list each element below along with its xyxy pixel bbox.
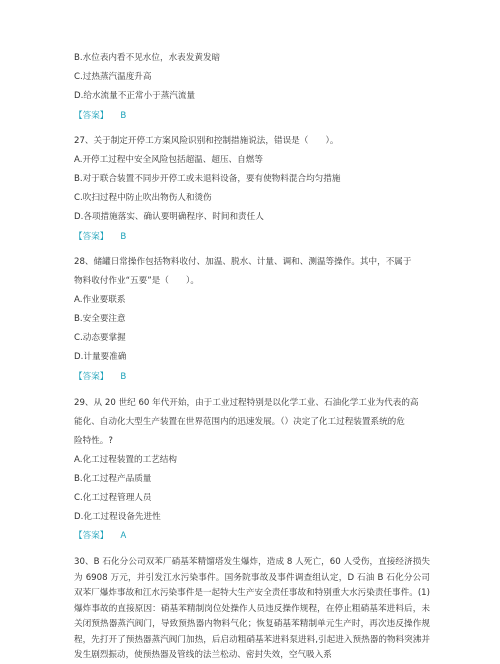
q29-option-d: D.化工过程设备先进性 bbox=[74, 512, 161, 522]
prev-option-b: B.水位表内看不见水位，水表发黄发暗 bbox=[74, 53, 221, 63]
q27-option-a: A.开停工过程中安全风险包括超温、超压、自燃等 bbox=[74, 155, 263, 165]
q27-option-b: B.对于联合装置不同步开停工或未退料设备，要有使物料混合均匀措施 bbox=[74, 174, 341, 184]
answer-label: 【答案】 bbox=[74, 531, 109, 541]
answer-value: B bbox=[120, 372, 127, 382]
answer-label: 【答案】 bbox=[74, 232, 109, 242]
q29-stem-line-1: 29、从 20 世纪 60 年代开始，由于工业过程特别是以化学工业、石油化学工业为代表的高 bbox=[74, 398, 419, 408]
prev-option-c: C.过热蒸汽温度升高 bbox=[74, 72, 152, 82]
q28-answer bbox=[74, 371, 126, 383]
q27-stem: 27、关于制定开停工方案风险识别和控制措施说法，错误是（ ）。 bbox=[74, 136, 339, 146]
q27-option-d: D.各项措施落实、确认要明确程序、时间和责任人 bbox=[74, 212, 264, 222]
answer-label: 【答案】 bbox=[74, 111, 109, 121]
q29-stem-line-3: 险特性。? bbox=[74, 436, 113, 446]
q29-answer bbox=[74, 530, 126, 542]
q28-stem-line-1: 28、储罐日常操作包括物料收付、加温、脱水、计量、调和、测温等操作。其中，不属于 bbox=[74, 257, 412, 267]
q28-option-a: A.作业要联系 bbox=[74, 295, 126, 305]
q29-option-c: C.化工过程管理人员 bbox=[74, 493, 152, 503]
q28-option-d: D.计量要准确 bbox=[74, 352, 127, 362]
q28-option-c: C.动态要掌握 bbox=[74, 333, 126, 343]
q28-stem-line-2: 物料收付作业“五要”是（ ）。 bbox=[74, 276, 199, 286]
prev-answer bbox=[74, 110, 126, 122]
prev-option-d: D.给水流量不正常小于蒸汽流量 bbox=[74, 91, 196, 101]
answer-value: B bbox=[120, 232, 127, 242]
answer-value: A bbox=[120, 531, 127, 541]
q29-stem-line-2: 能化、自动化大型生产装置在世界范围内的迅速发展。（）决定了化工过程装置系统的危 bbox=[74, 417, 405, 427]
q27-answer bbox=[74, 231, 126, 243]
q29-option-a: A.化工过程装置的工艺结构 bbox=[74, 455, 177, 465]
answer-label: 【答案】 bbox=[74, 372, 109, 382]
q29-option-b: B.化工过程产品质量 bbox=[74, 474, 152, 484]
q30-paragraph: 30、B 石化分公司双苯厂硝基苯精馏塔发生爆炸，造成 8 人死亡，60 人受伤，直接经济损失为 6908 万元，并引发江水污染事件。国务院事故及事件调查组认定，D 石油 B 石化分公司双苯厂爆炸事故和江水污染事件是一起特大生产安全责任事故和特别重大水污染责任事件。(1)爆炸事故的直接原因：硝基苯精制岗位处操作人员违反操作规程，在停止粗硝基苯进料后，未关闭预热器蒸汽阀门，导致预热器内物料气化；恢复硝基苯精制单元生产时，再次违反操作规程，先打开了预热器蒸汽阀门加热，后启动粗硝基苯进料泵进料,引起进入预热器的物料突沸并发生剧烈振动，使预热器及管线的法兰松动、密封失效，空气吸入系 bbox=[74, 557, 430, 660]
q28-option-b: B.安全要注意 bbox=[74, 314, 126, 324]
q27-option-c: C.吹扫过程中防止吹出物伤人和烫伤 bbox=[74, 193, 212, 203]
answer-value: B bbox=[120, 111, 127, 121]
